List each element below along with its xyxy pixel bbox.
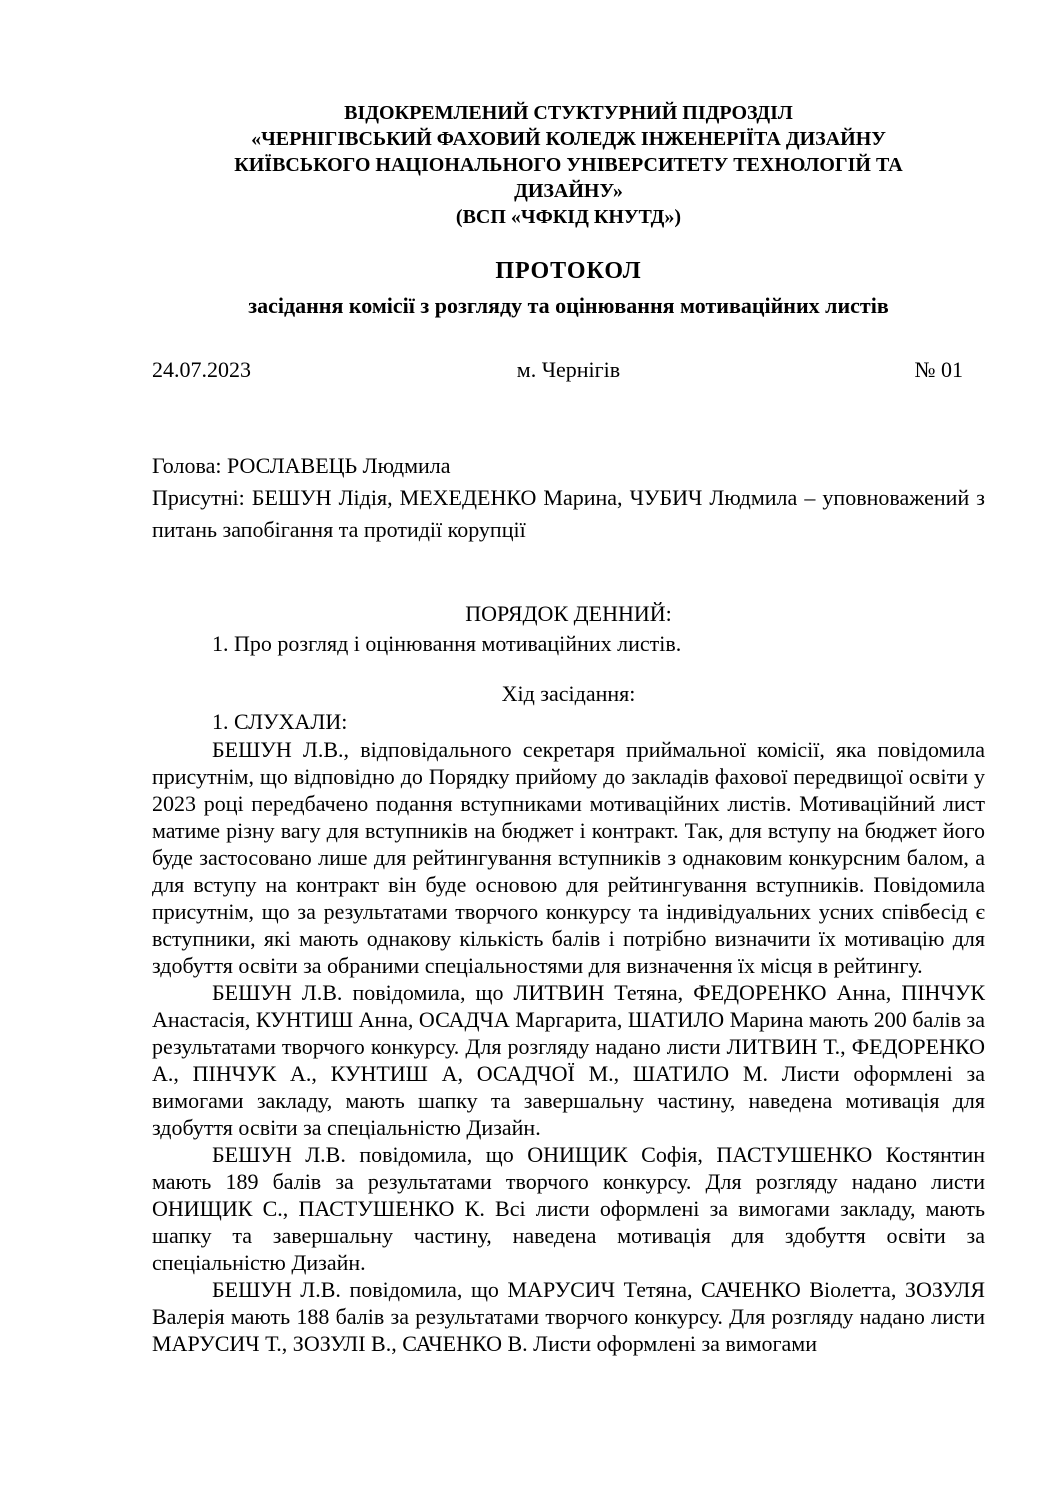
document-place: м. Чернігів xyxy=(516,357,621,382)
attendance-block xyxy=(152,450,985,546)
document-number: № 01 xyxy=(914,357,963,382)
attendees-line: Присутні: БЕШУН Лідія, МЕХЕДЕНКО Марина, ЧУБИЧ Людмила – уповноважений з питань запобігання та протидії корупції xyxy=(152,485,985,542)
org-header-line: ВІДОКРЕМЛЕНИЙ СТУКТУРНИЙ ПІДРОЗДІЛ xyxy=(344,102,793,124)
paragraph: БЕШУН Л.В. повідомила, що ОНИЩИК Софія, ПАСТУШЕНКО Костянтин мають 189 балів за результатами творчого конкурсу. Для розгляду надано листи ОНИЩИК С., ПАСТУШЕНКО К. Всі листи оформлені за вимогами закладу, мають шапку та завершальну частину, наведена мотивація для здобуття освіти за спеціальністю Дизайн. xyxy=(152,1142,985,1275)
agenda-item: 1. Про розгляд і оцінювання мотиваційних листів. xyxy=(212,631,682,656)
body-paragraphs xyxy=(152,736,985,1357)
document-title: ПРОТОКОЛ xyxy=(495,258,642,284)
paragraph: БЕШУН Л.В., відповідального секретаря приймальної комісії, яка повідомила присутнім, що відповідно до Порядку прийому до закладів фахової передвищої освіти у 2023 році передбачено подання вступниками мотиваційних листів. Мотиваційний лист матиме різну вагу для вступників на бюджет і контракт. Так, для вступу на бюджет його буде застосовано лише для рейтингування вступників з однаковим конкурсним балом, а для вступу на контракт він буде основою для рейтингування вступників. Повідомила присутнім, що за результатами творчого конкурсу та індивідуальних усних співбесід є вступники, які мають однакову кількість балів і потрібно визначити їх мотивацію для здобуття освіти за обраними спеціальностями для визначення їх місця в рейтингу. xyxy=(152,737,985,978)
org-header-line: «ЧЕРНІГІВСЬКИЙ ФАХОВИЙ КОЛЕДЖ ІНЖЕНЕРІЇТА ДИЗАЙНУ xyxy=(251,128,886,150)
chair-line: Голова: РОСЛАВЕЦЬ Людмила xyxy=(152,453,451,478)
paragraph: БЕШУН Л.В. повідомила, що МАРУСИЧ Тетяна, САЧЕНКО Віолетта, ЗОЗУЛЯ Валерія мають 188 балів за результатами творчого конкурсу. Для розгляду надано листи МАРУСИЧ Т., ЗОЗУЛІ В., САЧЕНКО В. Листи оформлені за вимогами xyxy=(152,1277,985,1356)
listened-heading: 1. СЛУХАЛИ: xyxy=(212,709,348,734)
organization-header xyxy=(152,100,985,230)
org-header-line: (ВСП «ЧФКІД КНУТД») xyxy=(455,206,682,228)
agenda-heading: ПОРЯДОК ДЕННИЙ: xyxy=(465,601,672,626)
document-date: 24.07.2023 xyxy=(152,357,251,382)
paragraph: БЕШУН Л.В. повідомила, що ЛИТВИН Тетяна, ФЕДОРЕНКО Анна, ПІНЧУК Анастасія, КУНТИШ Анна, ОСАДЧА Маргарита, ШАТИЛО Марина мають 200 балів за результатами творчого конкурсу. Для розгляду надано листи ЛИТВИН Т., ФЕДОРЕНКО А., ПІНЧУК А., КУНТИШ А, ОСАДЧОЇ М., ШАТИЛО М. Листи оформлені за вимогами закладу, мають шапку та завершальну частину, наведена мотивація для здобуття освіти за спеціальністю Дизайн. xyxy=(152,980,985,1140)
document-subtitle: засідання комісії з розгляду та оцінювання мотиваційних листів xyxy=(248,293,889,318)
org-header-line: КИЇВСЬКОГО НАЦІОНАЛЬНОГО УНІВЕРСИТЕТУ ТЕХНОЛОГІЙ ТА xyxy=(234,154,903,176)
org-header-line: ДИЗАЙНУ» xyxy=(514,180,623,202)
proceedings-heading: Хід засідання: xyxy=(501,681,636,706)
meta-row xyxy=(152,356,985,384)
